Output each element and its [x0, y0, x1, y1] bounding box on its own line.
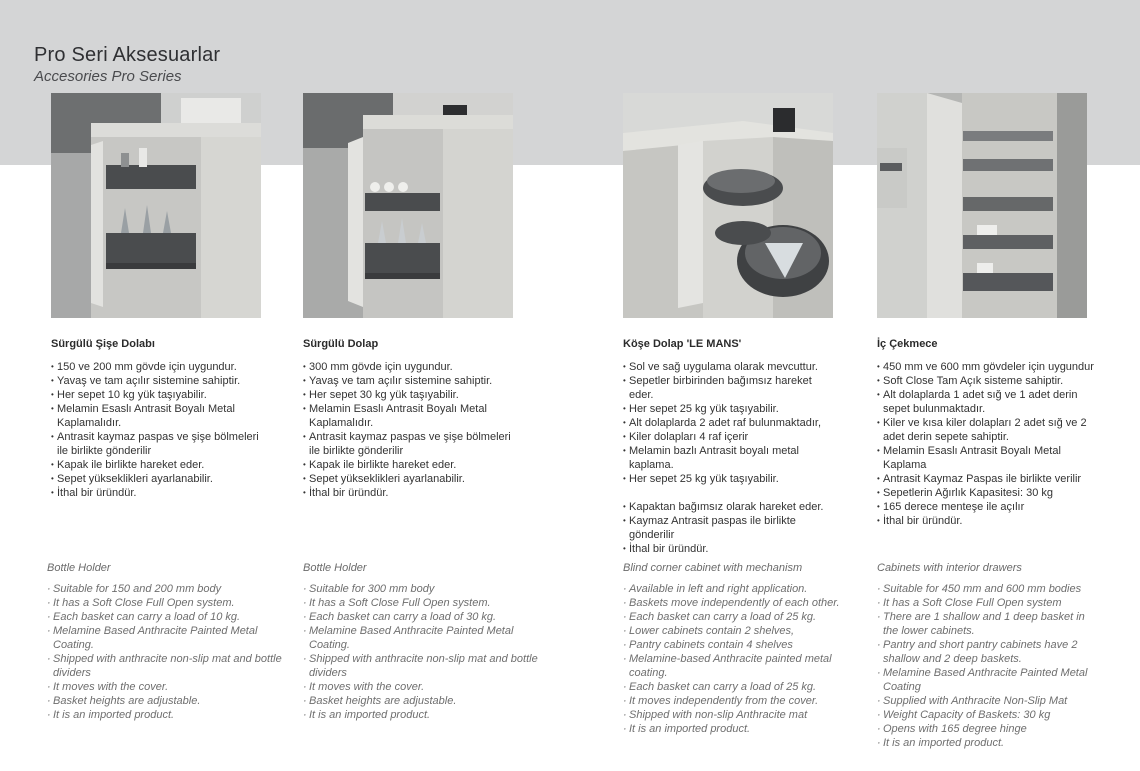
list-item: • Kiler dolapları 4 raf içerir	[623, 430, 833, 444]
list-item: • Antrasit kaymaz paspas ve şişe bölmeleri ile birlikte gönderilir	[303, 430, 513, 458]
list-item: • Alt dolaplarda 2 adet raf bulunmaktadır,	[623, 416, 833, 430]
product-photo-corner-cabinet	[623, 93, 833, 318]
feature-list-tr	[877, 360, 1107, 528]
list-item: · Weight Capacity of Baskets: 30 kg	[877, 708, 1102, 722]
list-item: · Melamine Based Anthracite Painted Metal Coating	[877, 666, 1102, 694]
list-item: · Suitable for 300 mm body	[303, 582, 538, 596]
feature-list-tr	[51, 360, 261, 500]
product-photo-interior-drawers	[877, 93, 1087, 318]
list-item: · Each basket can carry a load of 25 kg.	[623, 610, 868, 624]
list-item: • Melamin Esaslı Antrasit Boyalı Metal Kaplamalıdır.	[51, 402, 261, 430]
list-item: · It moves with the cover.	[47, 680, 282, 694]
product-interior-drawers	[877, 93, 1107, 528]
product-title-tr: Köşe Dolap 'LE MANS'	[623, 338, 742, 350]
product-title-en: Cabinets with interior drawers	[877, 562, 1022, 574]
feature-list-en	[303, 582, 538, 722]
feature-list-en	[47, 582, 282, 722]
list-item: · It is an imported product.	[877, 736, 1102, 750]
list-item: • Kapak ile birlikte hareket eder.	[51, 458, 261, 472]
list-item: • Kaymaz Antrasit paspas ile birlikte gönderilir	[623, 514, 833, 542]
product-bottle-holder	[51, 93, 261, 500]
list-item: · Basket heights are adjustable.	[303, 694, 538, 708]
list-item: • 165 derece menteşe ile açılır	[877, 500, 1107, 514]
list-item: • Her sepet 30 kg yük taşıyabilir.	[303, 388, 513, 402]
list-item: · Pantry cabinets contain 4 shelves	[623, 638, 868, 652]
list-item: · Lower cabinets contain 2 shelves,	[623, 624, 868, 638]
list-item: • Sepetlerin Ağırlık Kapasitesi: 30 kg	[877, 486, 1107, 500]
list-item: • Yavaş ve tam açılır sistemine sahiptir.	[51, 374, 261, 388]
list-item: · It is an imported product.	[303, 708, 538, 722]
list-item: • Kapak ile birlikte hareket eder.	[303, 458, 513, 472]
list-item: • Sol ve sağ uygulama olarak mevcuttur.	[623, 360, 833, 374]
list-item: • Sepet yükseklikleri ayarlanabilir.	[303, 472, 513, 486]
product-title-en: Blind corner cabinet with mechanism	[623, 562, 803, 574]
list-item: · Each basket can carry a load of 25 kg.	[623, 680, 868, 694]
list-item: • İthal bir üründür.	[303, 486, 513, 500]
list-item: · Melamine Based Anthracite Painted Metal Coating.	[303, 624, 538, 652]
list-item: • Her sepet 25 kg yük taşıyabilir.	[623, 472, 833, 486]
list-item: · Pantry and short pantry cabinets have 2 shallow and 2 deep baskets.	[877, 638, 1102, 666]
product-title-tr: Sürgülü Dolap	[303, 338, 379, 350]
product-sliding-cabinet	[303, 93, 513, 500]
list-item: · Suitable for 150 and 200 mm body	[47, 582, 282, 596]
list-item: • Kiler ve kısa kiler dolapları 2 adet sığ ve 2 adet derin sepete sahiptir.	[877, 416, 1107, 444]
list-item: · It is an imported product.	[47, 708, 282, 722]
list-item: • Antrasit kaymaz paspas ve şişe bölmeleri ile birlikte gönderilir	[51, 430, 261, 458]
list-item: • Melamin Esaslı Antrasit Boyalı Metal Kaplamalıdır.	[303, 402, 513, 430]
list-item: · It has a Soft Close Full Open system	[877, 596, 1102, 610]
page-subtitle: Accesories Pro Series	[34, 68, 182, 85]
list-item: · It moves with the cover.	[303, 680, 538, 694]
list-item: • 300 mm gövde için uygundur.	[303, 360, 513, 374]
list-item: • Yavaş ve tam açılır sistemine sahiptir.	[303, 374, 513, 388]
product-en-interior-drawers	[877, 562, 1102, 750]
list-item: · Each basket can carry a load of 10 kg.	[47, 610, 282, 624]
list-item: · Melamine-based Anthracite painted metal coating.	[623, 652, 868, 680]
list-item: • Sepetler birbirinden bağımsız hareket eder.	[623, 374, 833, 402]
product-photo-bottle-holder	[51, 93, 261, 318]
product-corner-cabinet	[623, 93, 833, 556]
feature-list-tr	[623, 360, 833, 556]
list-item: · Available in left and right application.	[623, 582, 868, 596]
page-title: Pro Seri Aksesuarlar	[34, 44, 221, 66]
list-item: • 450 mm ve 600 mm gövdeler için uygundur	[877, 360, 1107, 374]
product-title-en: Bottle Holder	[303, 562, 367, 574]
list-item: · Baskets move independently of each other.	[623, 596, 868, 610]
product-en-sliding-cabinet	[303, 562, 538, 722]
list-item: • Sepet yükseklikleri ayarlanabilir.	[51, 472, 261, 486]
list-item: · Shipped with anthracite non-slip mat and bottle dividers	[47, 652, 282, 680]
product-title-tr: İç Çekmece	[877, 338, 938, 350]
feature-list-tr	[303, 360, 513, 500]
list-item: • İthal bir üründür.	[623, 542, 833, 556]
list-item: · It moves independently from the cover.	[623, 694, 868, 708]
product-title-tr: Sürgülü Şişe Dolabı	[51, 338, 155, 350]
list-item: · There are 1 shallow and 1 deep basket in the lower cabinets.	[877, 610, 1102, 638]
list-item: · It is an imported product.	[623, 722, 868, 736]
list-item: • Melamin Esaslı Antrasit Boyalı Metal Kaplama	[877, 444, 1107, 472]
list-item: · Each basket can carry a load of 30 kg.	[303, 610, 538, 624]
list-item: • Melamin bazlı Antrasit boyalı metal kaplama.	[623, 444, 833, 472]
list-item: • Soft Close Tam Açık sisteme sahiptir.	[877, 374, 1107, 388]
list-item: • Her sepet 10 kg yük taşıyabilir.	[51, 388, 261, 402]
list-item: · It has a Soft Close Full Open system.	[47, 596, 282, 610]
list-item: · Suitable for 450 mm and 600 mm bodies	[877, 582, 1102, 596]
feature-list-en	[877, 582, 1102, 750]
list-item: • 150 ve 200 mm gövde için uygundur.	[51, 360, 261, 374]
list-item: · It has a Soft Close Full Open system.	[303, 596, 538, 610]
list-item: · Shipped with anthracite non-slip mat and bottle dividers	[303, 652, 538, 680]
list-item: • Alt dolaplarda 1 adet sığ ve 1 adet derin sepet bulunmaktadır.	[877, 388, 1107, 416]
list-item: · Supplied with Anthracite Non-Slip Mat	[877, 694, 1102, 708]
list-item: • Antrasit Kaymaz Paspas ile birlikte verilir	[877, 472, 1107, 486]
list-item: • İthal bir üründür.	[877, 514, 1107, 528]
list-item: • Kapaktan bağımsız olarak hareket eder.	[623, 500, 833, 514]
product-en-bottle-holder	[47, 562, 282, 722]
list-item: · Basket heights are adjustable.	[47, 694, 282, 708]
list-item: · Opens with 165 degree hinge	[877, 722, 1102, 736]
feature-list-en	[623, 582, 868, 736]
product-en-corner-cabinet	[623, 562, 868, 736]
product-photo-sliding-cabinet	[303, 93, 513, 318]
list-item: · Melamine Based Anthracite Painted Metal Coating.	[47, 624, 282, 652]
list-item: • Her sepet 25 kg yük taşıyabilir.	[623, 402, 833, 416]
list-item: · Shipped with non-slip Anthracite mat	[623, 708, 868, 722]
list-item: • İthal bir üründür.	[51, 486, 261, 500]
product-title-en: Bottle Holder	[47, 562, 111, 574]
